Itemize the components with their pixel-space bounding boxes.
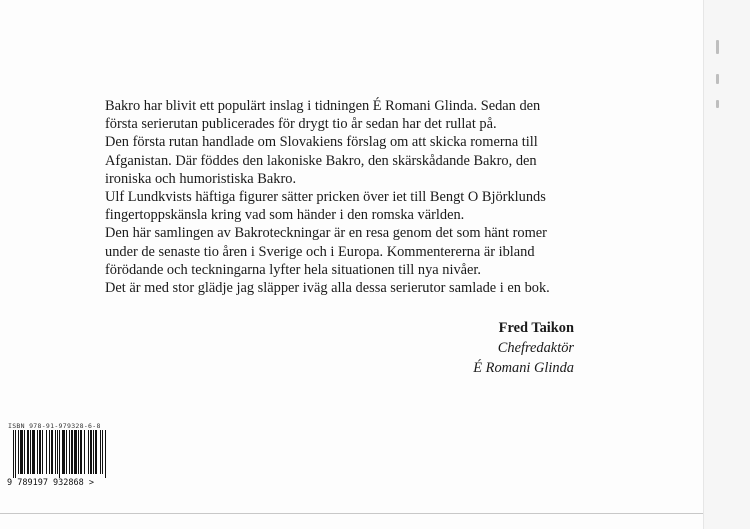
signature-name: Fred Taikon — [498, 320, 574, 336]
text-line: Bakro har blivit ett populärt inslag i tidningen É Romani Glinda. Sedan den — [105, 98, 541, 114]
page-edge — [703, 0, 750, 529]
text-line: Det är med stor glädje jag släpper iväg alla dessa serierutor samlade i en bok. — [105, 280, 550, 297]
text-line: Den första rutan handlade om Slovakiens förslag om att skicka romerna till — [105, 134, 538, 151]
page-bottom-edge — [0, 513, 703, 514]
text-line: Afganistan. Där föddes den lakoniske Bakro, den skärskådande Bakro, den — [105, 152, 537, 169]
edge-mark — [716, 74, 719, 84]
signature-title: Chefredaktör — [497, 340, 574, 356]
barcode-bars — [7, 430, 121, 478]
text-line: Den här samlingen av Bakroteckningar är en resa genom det som hänt romer — [105, 225, 547, 242]
edge-mark — [716, 40, 719, 54]
isbn-label: ISBN 978-91-979328-6-8 — [8, 422, 101, 430]
text-line: under de senaste tio åren i Sverige och i Europa. Kommentererna är ibland — [105, 243, 535, 260]
barcode-digits: 9 789197 932868 > — [7, 478, 94, 488]
signature — [380, 318, 574, 378]
text-line: förödande och teckningarna lyfter hela situationen till nya nivåer. — [105, 261, 482, 278]
body-text — [105, 97, 625, 297]
text-line: fingertoppskänsla kring vad som händer i den romska världen. — [105, 207, 465, 224]
edge-mark — [716, 100, 719, 108]
text-line: första serierutan publicerades för drygt tio år sedan har det rullat på. — [105, 116, 497, 133]
text-line: ironiska och humoristiska Bakro. — [105, 170, 297, 187]
text-line: Ulf Lundkvists häftiga figurer sätter pricken över iet till Bengt O Björklunds — [105, 189, 546, 206]
signature-publication: É Romani Glinda — [473, 360, 574, 376]
